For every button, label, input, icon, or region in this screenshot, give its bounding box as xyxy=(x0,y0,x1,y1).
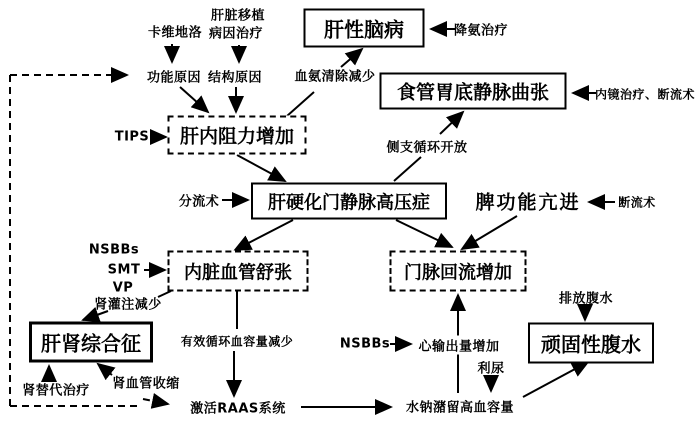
arrow-pht-to-portal-inflow xyxy=(396,220,452,247)
label-shunt-surgery: 分流术 xyxy=(178,194,220,210)
label-reduced-renal-perfusion: 肾灌注减少 xyxy=(94,297,162,313)
arrow-pht-to-splanchnic xyxy=(235,220,293,250)
label-sodium-water-retention: 水钠潴留高血容量 xyxy=(405,400,515,416)
label-devascularization: 断流术 xyxy=(618,195,656,210)
label-endoscopic-devascularization: 内镜治疗、断流术 xyxy=(594,87,696,102)
arrow-retention-to-ascites xyxy=(523,362,588,397)
arrow-collateral-to-varices xyxy=(440,112,463,134)
label-paracentesis: 排放腹水 xyxy=(558,291,614,307)
label-structural-cause: 结构原因 xyxy=(207,70,263,86)
label-functional-cause: 功能原因 xyxy=(146,70,202,86)
label-smt: SMT xyxy=(107,262,141,278)
node-refractory-ascites: 顽固性腹水 xyxy=(528,323,654,364)
node-splanchnic-vasodilation: 内脏血管舒张 xyxy=(168,251,309,292)
label-collateral-opening: 侧支循环开放 xyxy=(386,140,468,156)
label-ammonia-lowering-therapy: 降氨治疗 xyxy=(453,23,509,39)
label-vp: VP xyxy=(112,280,134,296)
label-reduced-ammonia-clearance: 血氨清除减少 xyxy=(294,69,376,85)
line-resistance-to-ammonia xyxy=(287,92,314,116)
label-etiological-treatment: 病因治疗 xyxy=(208,26,264,42)
label-renal-vasoconstriction: 肾血管收缩 xyxy=(112,376,180,392)
dashed-arrow-to-raas xyxy=(143,399,168,404)
node-esophageal-gastric-varices: 食管胃底静脉曲张 xyxy=(380,73,567,110)
node-hypersplenism: 脾功能亢进 xyxy=(475,191,581,214)
label-carvedilol: 卡维地洛 xyxy=(147,25,203,41)
line-pht-to-collateral xyxy=(394,157,421,181)
label-liver-transplant: 肝脏移植 xyxy=(210,8,266,24)
node-increased-intrahepatic-resistance: 肝内阻力增加 xyxy=(168,116,307,155)
node-hepatorenal-syndrome: 肝肾综合征 xyxy=(29,322,153,363)
arrow-hypersplenism-to-portal-inflow xyxy=(462,216,517,249)
node-increased-portal-inflow: 门脉回流增加 xyxy=(390,251,527,292)
label-reduced-effective-volume: 有效循环血容量减少 xyxy=(180,334,294,349)
label-diuresis: 利尿 xyxy=(477,361,505,377)
arrow-vasoconstriction-to-hrs xyxy=(98,364,112,375)
node-cirrhotic-portal-hypertension: 肝硬化门静脉高压症 xyxy=(251,183,447,220)
label-nsbbs-lower: NSBBs xyxy=(339,336,391,352)
arrow-functional-to-resistance xyxy=(180,87,208,112)
arrow-ammonia-to-encephalopathy xyxy=(341,49,362,67)
label-raas-activation: 激活RAAS系统 xyxy=(190,401,286,417)
label-renal-replacement-therapy: 肾替代治疗 xyxy=(22,383,90,399)
arrow-resistance-to-pht xyxy=(237,155,285,181)
node-hepatic-encephalopathy: 肝性脑病 xyxy=(304,9,425,48)
label-nsbbs-upper: NSBBs xyxy=(88,242,140,258)
label-increased-cardiac-output: 心输出量增加 xyxy=(416,336,501,355)
label-tips: TIPS xyxy=(114,129,150,145)
